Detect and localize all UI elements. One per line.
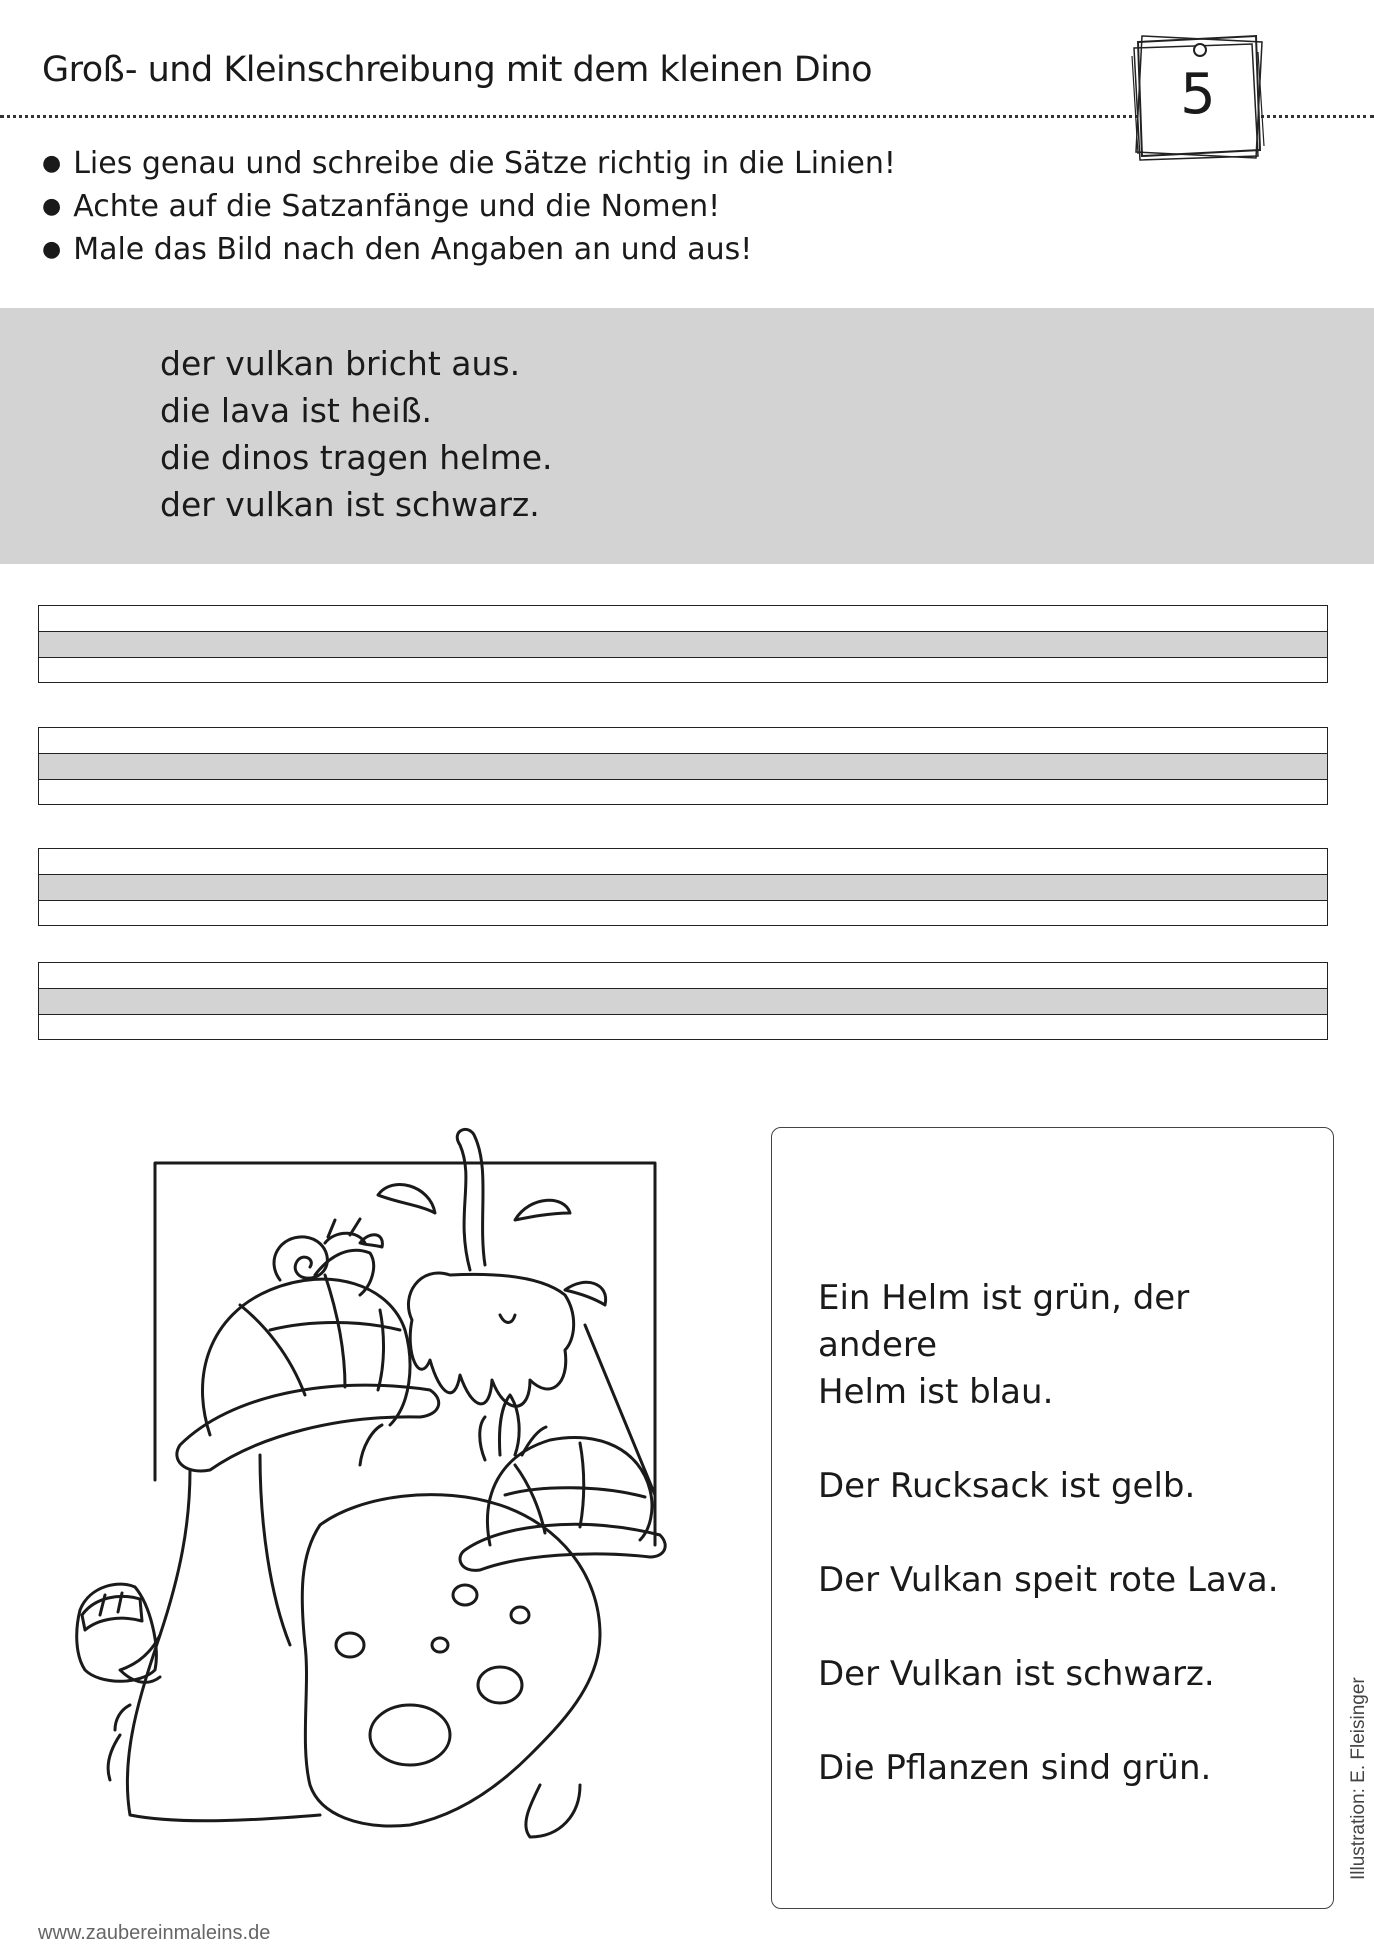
coloring-line: Der Vulkan speit rote Lava.	[818, 1560, 1279, 1600]
sentence-item: die lava ist heiß.	[160, 391, 432, 430]
coloring-line: Der Rucksack ist gelb.	[818, 1466, 1196, 1506]
writing-lines-2[interactable]	[38, 727, 1328, 805]
sentence-item: der vulkan bricht aus.	[160, 344, 521, 383]
writing-lines-1[interactable]	[38, 605, 1328, 683]
coloring-line: Die Pflanzen sind grün.	[818, 1748, 1212, 1788]
coloring-line: Helm ist blau.	[818, 1372, 1054, 1412]
instruction-item: ● Lies genau und schreibe die Sätze richtig in die Linien!	[42, 142, 896, 185]
sentence-item: die dinos tragen helme.	[160, 438, 553, 477]
dino-volcano-illustration	[60, 1125, 750, 1845]
coloring-line: Der Vulkan ist schwarz.	[818, 1654, 1215, 1694]
coloring-line: Ein Helm ist grün, der andere	[818, 1278, 1190, 1365]
instruction-item: ● Male das Bild nach den Angaben an und aus!	[42, 228, 896, 271]
writing-lines-4[interactable]	[38, 962, 1328, 1040]
instruction-item: ● Achte auf die Satzanfänge und die Nomen!	[42, 185, 896, 228]
instructions-list	[42, 142, 896, 271]
sentence-item: der vulkan ist schwarz.	[160, 485, 540, 524]
illustration-credit: Illustration: E. Fleisinger	[1348, 1677, 1369, 1880]
coloring-instructions-text	[818, 1275, 1318, 1839]
writing-lines-3[interactable]	[38, 848, 1328, 926]
worksheet-number: 5	[1180, 62, 1216, 127]
page-title: Groß- und Kleinschreibung mit dem kleinen Dino	[42, 50, 873, 90]
sentence-list	[160, 340, 553, 528]
footer-url[interactable]: www.zaubereinmaleins.de	[38, 1922, 271, 1944]
